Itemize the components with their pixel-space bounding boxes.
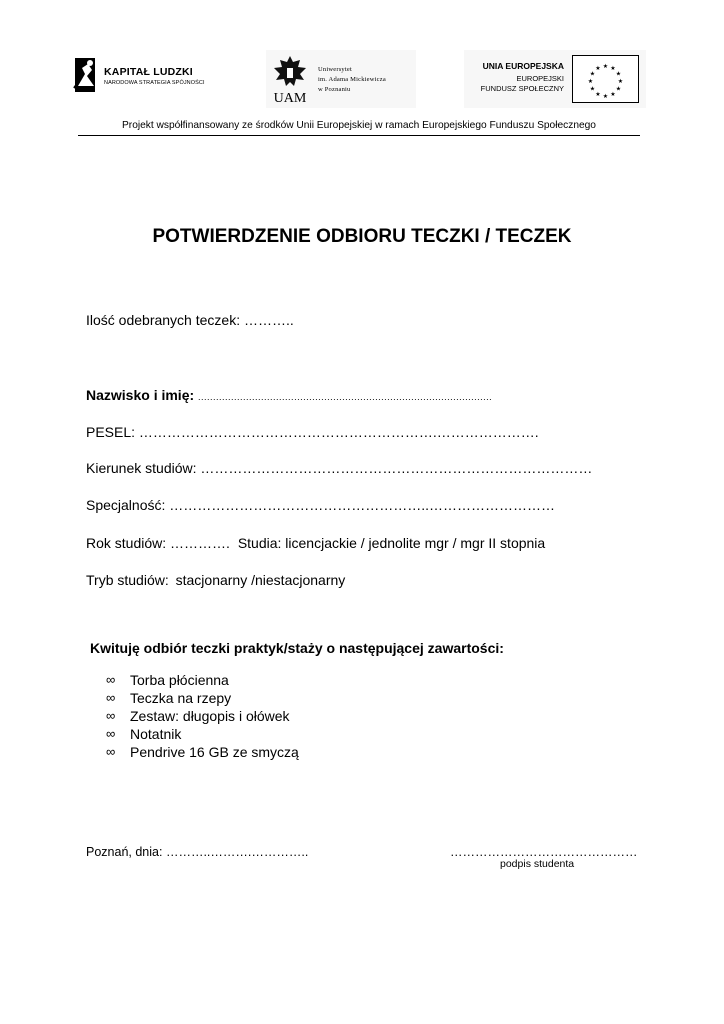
svg-text:★: ★: [617, 78, 624, 85]
field-of-study-row: [86, 460, 592, 476]
svg-text:★: ★: [595, 91, 601, 98]
year-label: Rok studiów:: [86, 535, 167, 551]
list-item-text: Pendrive 16 GB ze smyczą: [130, 744, 299, 760]
specialty-row: [86, 497, 555, 513]
list-item-text: Zestaw: długopis i ołówek: [130, 708, 290, 724]
eu-title: UNIA EUROPEJSKA: [482, 61, 564, 71]
specialty-dots: ………………………………………………..………………………: [169, 497, 556, 513]
list-item-text: Teczka na rzepy: [130, 690, 232, 706]
pesel-dots: ……………………………………………………….………………….: [138, 424, 539, 440]
year-dots: ………….: [170, 535, 230, 551]
contents-heading-row: [90, 640, 504, 656]
signature-label: podpis studenta: [500, 858, 575, 870]
uam-logo: [266, 50, 416, 108]
contents-heading: Kwituję odbiór teczki praktyk/staży o następującej zawartości:: [90, 640, 504, 656]
svg-text:★: ★: [595, 65, 601, 72]
signature-dots: ………………………………………: [450, 845, 638, 859]
study-mode-row: [86, 572, 345, 588]
specialty-label: Specjalność:: [86, 497, 166, 513]
name-label: Nazwisko i imię:: [86, 387, 195, 403]
svg-text:★: ★: [615, 85, 622, 93]
uam-line-2: im. Adama Mickiewicza: [318, 76, 386, 83]
name-dots: ..................................................................................................: [198, 392, 493, 402]
infinity-bullet-icon: ∞: [106, 726, 116, 741]
place-date-dots: ………..……….…………..: [165, 845, 309, 859]
kapital-ludzki-logo: [72, 56, 212, 96]
year-row: [86, 535, 545, 551]
field-of-study-dots: …………………………………………………………………………: [200, 460, 593, 476]
cofunding-note: Projekt współfinansowany ze środków Unii Europejskiej w ramach Europejskiego Funduszu Społecznego: [122, 120, 596, 131]
study-mode-label: Tryb studiów:: [86, 572, 169, 588]
eagle-crest-icon: [270, 54, 310, 106]
svg-text:★: ★: [610, 65, 616, 72]
field-of-study-label: Kierunek studiów:: [86, 460, 197, 476]
infinity-bullet-icon: ∞: [106, 744, 116, 759]
count-label: Ilość odebranych teczek:: [86, 312, 241, 328]
list-item-text: Torba płócienna: [130, 672, 229, 688]
eu-line-2: EUROPEJSKI: [516, 74, 564, 83]
svg-text:★: ★: [602, 93, 609, 100]
name-row: [86, 387, 492, 403]
svg-text:UAM: UAM: [273, 91, 307, 106]
count-value: ………..: [243, 312, 294, 328]
svg-text:★: ★: [610, 91, 616, 98]
infinity-bullet-icon: ∞: [106, 672, 116, 687]
kapital-ludzki-title: KAPITAŁ LUDZKI: [104, 66, 193, 78]
study-level-text: Studia: licencjackie / jednolite mgr / mgr II stopnia: [237, 535, 546, 551]
svg-text:★: ★: [589, 70, 596, 78]
pesel-label: PESEL:: [86, 424, 136, 440]
svg-text:★: ★: [587, 78, 594, 85]
document-title: POTWIERDZENIE ODBIORU TECZKI / TECZEK: [152, 226, 572, 247]
place-date-line: [86, 845, 308, 859]
uam-name: [318, 65, 386, 95]
infinity-bullet-icon: ∞: [106, 708, 116, 723]
svg-text:★: ★: [589, 85, 596, 93]
study-mode-text: stacjonarny /niestacjonarny: [175, 572, 346, 588]
eu-flag-icon: [572, 55, 639, 103]
eu-logo: [464, 50, 646, 108]
list-item-text: Notatnik: [130, 726, 182, 742]
count-row: [86, 312, 294, 328]
kapital-ludzki-mark-icon: [72, 56, 100, 94]
eu-line-3: FUNDUSZ SPOŁECZNY: [480, 84, 564, 93]
infinity-bullet-icon: ∞: [106, 690, 116, 705]
kapital-ludzki-subtitle: NARODOWA STRATEGIA SPÓJNOŚCI: [104, 80, 205, 86]
header-divider: [78, 135, 640, 136]
svg-text:★: ★: [615, 70, 622, 78]
pesel-row: [86, 424, 539, 440]
uam-line-3: w Poznaniu: [318, 86, 351, 93]
place-date-label: Poznań, dnia:: [86, 845, 163, 859]
uam-line-1: Uniwersytet: [318, 66, 352, 73]
svg-text:★: ★: [602, 63, 609, 70]
